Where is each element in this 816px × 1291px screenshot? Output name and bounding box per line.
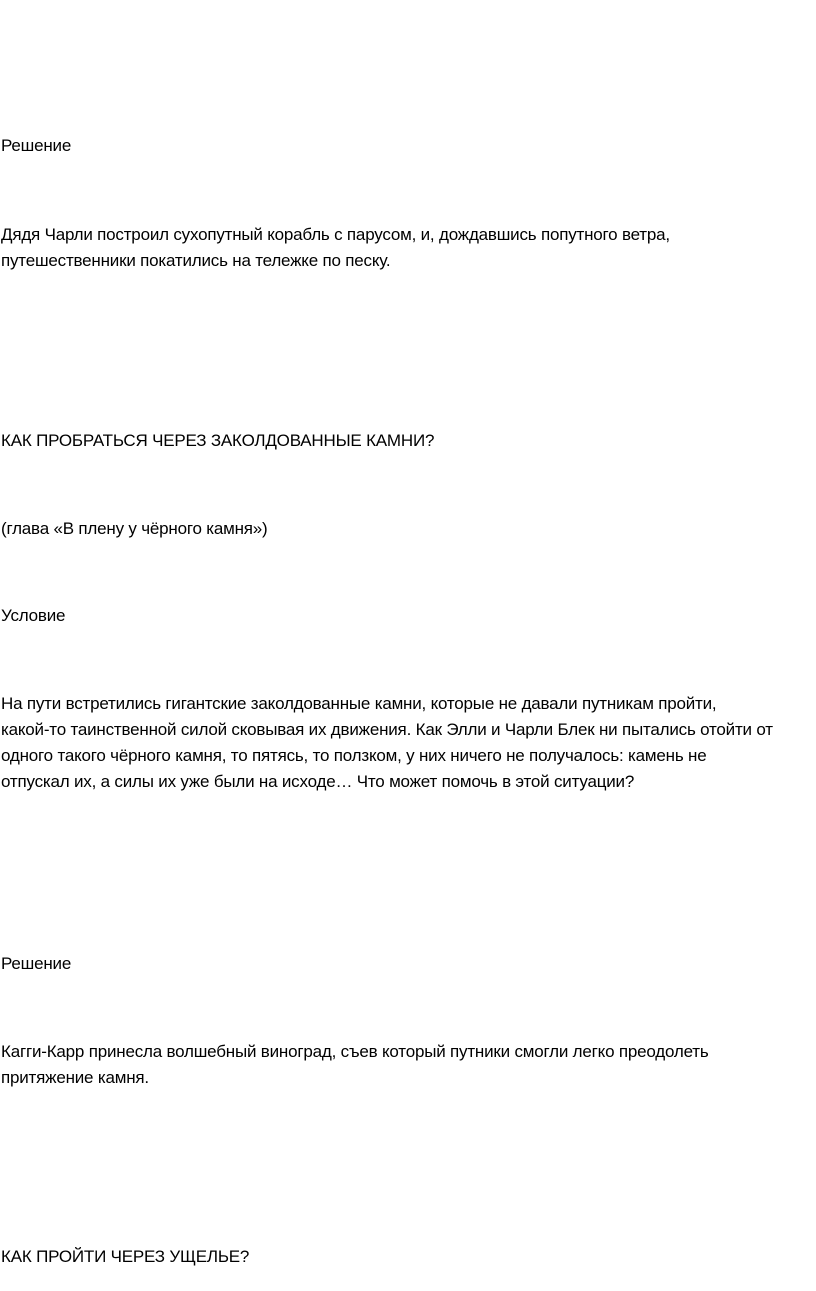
solution-paragraph	[1, 222, 670, 274]
paragraph-line: Дядя Чарли построил сухопутный корабль с парусом, и, дождавшись попутного ветра,	[1, 225, 670, 244]
section-heading: КАК ПРОЙТИ ЧЕРЕЗ УЩЕЛЬЕ?	[1, 1247, 250, 1266]
solution-label: Решение	[1, 954, 72, 973]
paragraph-line: притяжение камня.	[1, 1068, 149, 1087]
solution-label: Решение	[1, 136, 72, 155]
paragraph-line: какой-то таинственной силой сковывая их движения. Как Элли и Чарли Блек ни пытались отойти от	[1, 720, 773, 739]
condition-paragraph	[1, 691, 773, 795]
paragraph-line: путешественники покатились на тележке по песку.	[1, 251, 391, 270]
paragraph-line: Кагги-Карр принесла волшебный виноград, съев который путники смогли легко преодолеть	[1, 1042, 709, 1061]
solution-paragraph	[1, 1039, 709, 1091]
paragraph-line: На пути встретились гигантские заколдованные камни, которые не давали путникам пройти,	[1, 694, 717, 713]
condition-label: Условие	[1, 606, 66, 625]
section-heading: КАК ПРОБРАТЬСЯ ЧЕРЕЗ ЗАКОЛДОВАННЫЕ КАМНИ?	[1, 431, 435, 450]
paragraph-line: одного такого чёрного камня, то пятясь, то ползком, у них ничего не получалось: камень не	[1, 746, 707, 765]
chapter-reference: (глава «В плену у чёрного камня»)	[1, 519, 268, 538]
paragraph-line: отпускал их, а силы их уже были на исходе… Что может помочь в этой ситуации?	[1, 772, 635, 791]
